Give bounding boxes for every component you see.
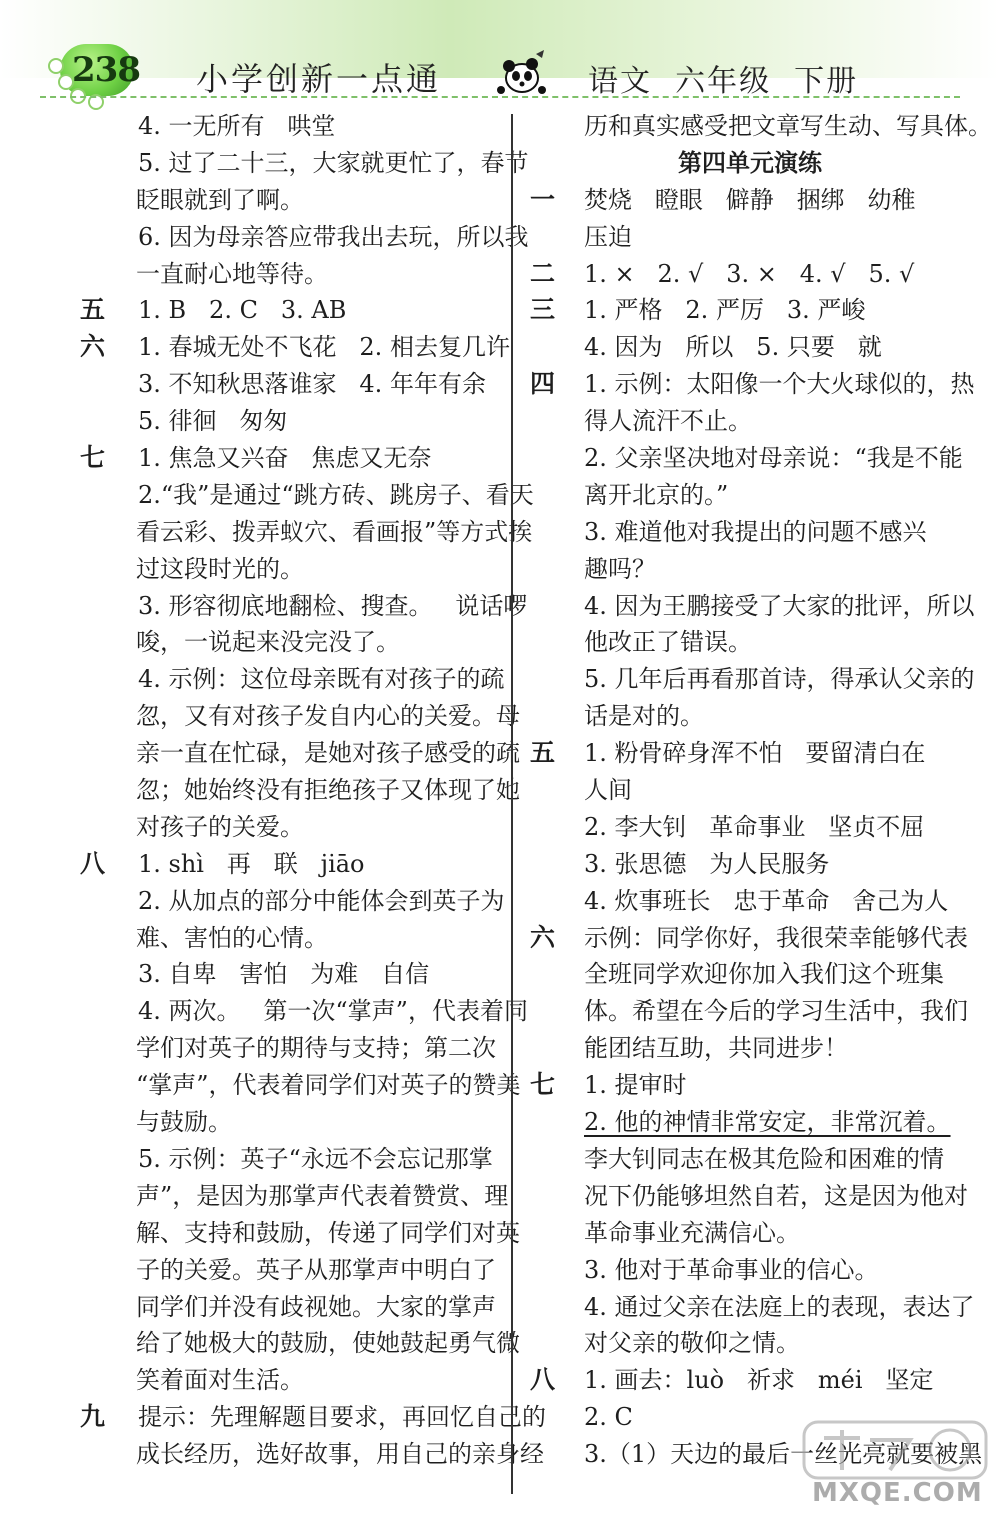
- right-answer-line: [530, 366, 975, 403]
- left-answer-line: [80, 366, 500, 403]
- left-answer-line: [80, 661, 505, 698]
- left-answer-line: [80, 956, 500, 993]
- left-answer-line: [80, 1362, 500, 1399]
- answer-text: 对父亲的敬仰之情。: [584, 1329, 800, 1358]
- right-answer-line: [530, 883, 970, 920]
- answer-text: 亲一直在忙碌，是她对孩子感受的疏: [136, 739, 520, 768]
- section-number: 六: [530, 922, 556, 952]
- left-answer-line: [80, 1067, 521, 1104]
- answer-text: 唆，一说起来没完没了。: [136, 628, 400, 657]
- panda-mascot-icon: [492, 44, 552, 100]
- answer-text: 5. 几年后再看那首诗，得承认父亲的: [584, 665, 975, 694]
- answer-text: 话是对的。: [584, 702, 704, 731]
- answer-text: 1. B 2. C 3. AB: [138, 296, 347, 325]
- answer-text: 2.“我”是通过“跳方砖、跳房子、看天: [138, 480, 534, 509]
- section-number: 七: [80, 443, 106, 473]
- left-answer-line: [80, 1030, 500, 1067]
- answer-text: 解、支持和鼓励，传递了同学们对英: [136, 1218, 520, 1247]
- answer-text: 第四单元演练: [678, 148, 822, 177]
- right-answer-line: [530, 956, 970, 993]
- answer-text: 示例：同学你好，我很荣幸能够代表: [584, 923, 968, 952]
- right-answer-line: [530, 1178, 970, 1215]
- answer-text: 5. 示例：英子“永远不会忘记那掌: [138, 1144, 493, 1173]
- section-number: 八: [530, 1365, 556, 1395]
- answer-text: 李大钊同志在极其危险和困难的情: [584, 1144, 944, 1173]
- left-answer-line: [80, 551, 500, 588]
- left-answer-line: [80, 440, 500, 477]
- section-number: 七: [530, 1070, 556, 1100]
- left-answer-line: [80, 182, 500, 219]
- right-answer-line: [530, 292, 970, 329]
- left-answer-line: [80, 993, 528, 1030]
- left-answer-line: [80, 1215, 520, 1252]
- right-answer-line: [530, 1252, 970, 1289]
- answer-text: 1. 示例：太阳像一个大火球似的，热: [584, 370, 975, 399]
- answer-text: 提示：先理解题目要求，再回忆自己的: [138, 1403, 546, 1432]
- answer-text: 2. 李大钊 革命事业 坚贞不屈: [584, 812, 925, 841]
- section-number: 五: [80, 295, 106, 325]
- answer-text: 4. 两次。 第一次“掌声”，代表着同: [138, 997, 528, 1026]
- left-answer-line: [80, 1399, 546, 1436]
- right-answer-line: [530, 145, 970, 182]
- column-divider: [511, 114, 513, 1494]
- right-column: [530, 108, 992, 1473]
- answer-text: 他改正了错误。: [584, 628, 752, 657]
- left-answer-line: [80, 883, 505, 920]
- book-title: 小学创新一点通: [196, 60, 442, 98]
- answer-text: 对孩子的关爱。: [136, 812, 304, 841]
- answer-text: 3. 他对于革命事业的信心。: [584, 1255, 879, 1284]
- right-answer-line: [530, 219, 970, 256]
- left-answer-line: [80, 1325, 520, 1362]
- page-number: 238: [72, 50, 140, 90]
- section-number: 二: [530, 258, 556, 288]
- section-number: 八: [80, 848, 106, 878]
- answer-text: 过这段时光的。: [136, 554, 304, 583]
- answer-text: 3. 形容彻底地翻检、搜查。 说话啰: [138, 591, 528, 620]
- answer-text: 与鼓励。: [136, 1108, 232, 1137]
- subject-grade-volume: 语文 六年级 下册: [588, 64, 859, 99]
- answer-text: 4. 通过父亲在法庭上的表现，表达了: [584, 1292, 975, 1321]
- answer-text: 6. 因为母亲答应带我出去玩，所以我: [138, 222, 529, 251]
- answer-text: 5. 徘徊 匆匆: [138, 407, 288, 436]
- answer-text: 一直耐心地等待。: [136, 259, 328, 288]
- answer-text: 人间: [584, 776, 632, 805]
- right-answer-line: [530, 846, 970, 883]
- right-answer-line: [530, 698, 970, 735]
- answer-text: 眨眼就到了啊。: [136, 185, 304, 214]
- watermark-text: MXQE.COM: [812, 1478, 983, 1508]
- right-answer-line: [530, 993, 970, 1030]
- left-column: [80, 108, 546, 1473]
- right-answer-line: [530, 1104, 970, 1141]
- right-answer-line: [530, 1141, 970, 1178]
- answer-text: 3. 张思德 为人民服务: [584, 849, 830, 878]
- left-answer-line: [80, 772, 520, 809]
- answer-text: 4. 示例：这位母亲既有对孩子的疏: [138, 665, 505, 694]
- answer-text: 焚烧 瞪眼 僻静 捆绑 幼稚: [584, 185, 916, 214]
- right-answer-line: [530, 920, 970, 957]
- answer-text: 3.（1）天边的最后一丝光亮就要被黑: [584, 1440, 983, 1469]
- answer-text: 全班同学欢迎你加入我们这个班集: [584, 960, 944, 989]
- answer-text: 1. 提审时: [584, 1071, 687, 1100]
- answer-text: 学们对英子的期待与支持；第二次: [136, 1034, 496, 1063]
- left-answer-line: [80, 219, 529, 256]
- answer-text: 1. 焦急又兴奋 焦虑又无奈: [138, 444, 432, 473]
- answer-text: 忽，又有对孩子发自内心的关爱。母: [136, 702, 520, 731]
- left-answer-line: [80, 477, 534, 514]
- answer-text: 2. 从加点的部分中能体会到英子为: [138, 886, 505, 915]
- answer-text: 5. 过了二十三，大家就更忙了，春节: [138, 148, 529, 177]
- answer-text: 难、害怕的心情。: [136, 923, 328, 952]
- right-answer-line: [530, 182, 970, 219]
- right-answer-line: [530, 108, 992, 145]
- left-answer-line: [80, 809, 500, 846]
- left-answer-line: [80, 329, 510, 366]
- answer-text: 2. C: [584, 1403, 633, 1432]
- right-answer-line: [530, 588, 975, 625]
- answer-text: 1. × 2. √ 3. × 4. √ 5. √: [584, 259, 915, 288]
- left-answer-line: [80, 514, 533, 551]
- left-answer-line: [80, 735, 520, 772]
- right-answer-line: [530, 1325, 970, 1362]
- left-answer-line: [80, 292, 500, 329]
- left-answer-line: [80, 920, 500, 957]
- answer-text: 1. 画去：luò 祈求 méi 坚定: [584, 1366, 934, 1395]
- answer-text: 1. 春城无处不飞花 2. 相去复几许: [138, 333, 510, 362]
- left-answer-line: [80, 145, 529, 182]
- answer-text: 2. 他的神情非常安定，非常沉着。: [584, 1108, 951, 1137]
- right-answer-line: [530, 661, 975, 698]
- answer-text: 1. 粉骨碎身浑不怕 要留清白在: [584, 739, 926, 768]
- answer-text: 3. 自卑 害怕 为难 自信: [138, 960, 430, 989]
- answer-text: 况下仍能够坦然自若，这是因为他对: [584, 1181, 968, 1210]
- right-answer-line: [530, 809, 970, 846]
- section-number: 九: [80, 1402, 106, 1432]
- left-answer-line: [80, 698, 520, 735]
- left-answer-line: [80, 1436, 544, 1473]
- left-answer-line: [80, 403, 500, 440]
- answer-text: 4. 炊事班长 忠于革命 舍己为人: [584, 886, 949, 915]
- section-number: 三: [530, 295, 556, 325]
- right-answer-line: [530, 1067, 970, 1104]
- answer-text: 趣吗？: [584, 554, 656, 583]
- right-answer-line: [530, 1215, 970, 1252]
- right-answer-line: [530, 772, 970, 809]
- answer-text: 得人流汗不止。: [584, 407, 752, 436]
- answer-text: 4. 因为 所以 5. 只要 就: [584, 333, 882, 362]
- answer-text: “掌声”，代表着同学们对英子的赞美: [136, 1071, 521, 1100]
- right-answer-line: [530, 329, 970, 366]
- answer-text: 子的关爱。英子从那掌声中明白了: [136, 1255, 496, 1284]
- left-answer-line: [80, 1252, 500, 1289]
- left-answer-line: [80, 846, 500, 883]
- answer-text: 离开北京的。”: [584, 480, 729, 509]
- left-answer-line: [80, 1104, 500, 1141]
- answer-text: 4. 一无所有 哄堂: [138, 112, 336, 140]
- right-answer-line: [530, 1362, 970, 1399]
- section-number: 六: [80, 332, 106, 362]
- answer-text: 历和真实感受把文章写生动、写具体。: [584, 112, 992, 140]
- left-answer-line: [80, 1289, 500, 1326]
- answer-text: 忽；她始终没有拒绝孩子又体现了她: [136, 776, 520, 805]
- right-answer-line: [530, 440, 970, 477]
- right-answer-line: [530, 514, 970, 551]
- answer-text: 4. 因为王鹏接受了大家的批评，所以: [584, 591, 975, 620]
- right-answer-line: [530, 1030, 970, 1067]
- answer-text: 成长经历，选好故事，用自己的亲身经: [136, 1440, 544, 1469]
- left-answer-line: [80, 1178, 509, 1215]
- section-number: 一: [530, 184, 556, 214]
- answer-text: 看云彩、拨弄蚁穴、看画报”等方式挨: [136, 517, 533, 546]
- answer-text: 声”，是因为那掌声代表着赞赏、理: [136, 1181, 509, 1210]
- left-answer-line: [80, 108, 500, 145]
- right-answer-line: [530, 551, 970, 588]
- header-divider: [40, 96, 960, 98]
- left-answer-line: [80, 624, 500, 661]
- right-answer-line: [530, 403, 970, 440]
- right-answer-line: [530, 477, 970, 514]
- answer-text: 笑着面对生活。: [136, 1366, 304, 1395]
- right-answer-line: [530, 735, 970, 772]
- section-number: 五: [530, 738, 556, 768]
- answer-text: 2. 父亲坚决地对母亲说：“我是不能: [584, 444, 963, 473]
- answer-text: 能团结互助，共同进步！: [584, 1034, 848, 1063]
- left-answer-line: [80, 1141, 500, 1178]
- section-number: 四: [530, 369, 556, 399]
- answer-text: 3. 难道他对我提出的问题不感兴: [584, 517, 927, 546]
- left-answer-line: [80, 588, 528, 625]
- right-answer-line: [530, 256, 970, 293]
- answer-text: 体。希望在今后的学习生活中，我们: [584, 997, 968, 1026]
- answer-text: 1. 严格 2. 严厉 3. 严峻: [584, 296, 866, 325]
- left-answer-line: [80, 256, 500, 293]
- answer-text: 革命事业充满信心。: [584, 1218, 800, 1247]
- right-answer-line: [530, 624, 970, 661]
- answer-text: 给了她极大的鼓励，使她鼓起勇气微: [136, 1329, 520, 1358]
- answer-text: 同学们并没有歧视她。大家的掌声: [136, 1292, 496, 1321]
- right-answer-line: [530, 1289, 975, 1326]
- answer-text: 压迫: [584, 222, 632, 251]
- answer-text: 3. 不知秋思落谁家 4. 年年有余: [138, 370, 486, 399]
- answer-text: 1. shì 再 联 jiāo: [138, 849, 365, 878]
